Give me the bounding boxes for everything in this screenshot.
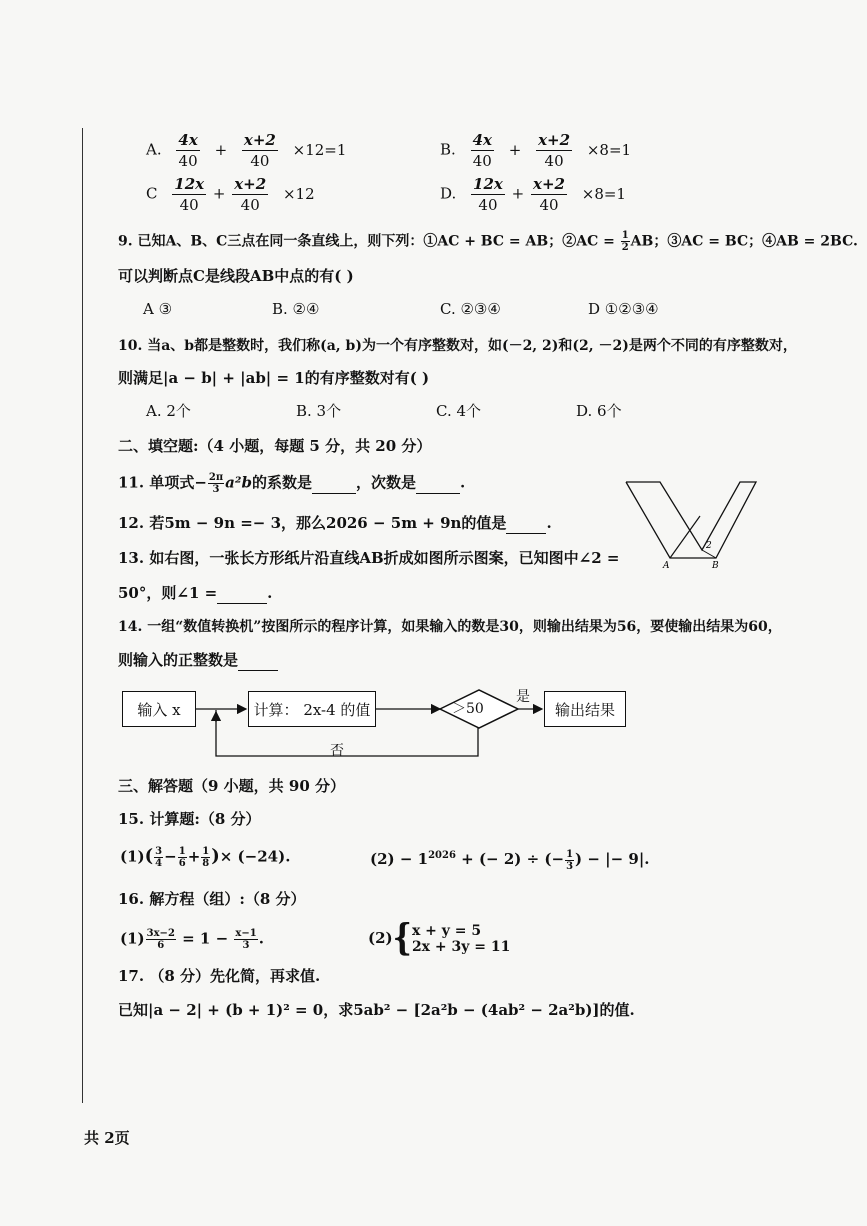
page-count-footer: 共 2页: [84, 1129, 130, 1147]
q8-option-c: C $\frac{12x}{40}$ + $\frac{x+2}{40}$ ×12: [146, 175, 315, 214]
q9-option-c: C. ②③④: [440, 300, 501, 318]
q13-question: 50°，则∠1 = .: [118, 584, 273, 602]
q10-question: 则满足|a − b| + |ab| = 1的有序整数对有( ): [118, 369, 430, 387]
flowchart-no-label: 否: [330, 743, 344, 759]
q16-part1: (1) $\frac{3x-2}{6}$ = 1 − $\frac{x-1}{3}$ .: [120, 928, 264, 951]
q8-option-a: A. $\frac{4x}{40}$ + $\frac{x+2}{40}$ ×12=1: [146, 131, 347, 170]
q9-option-a: A ③: [143, 300, 173, 318]
q11-blank-degree: [416, 473, 460, 494]
q11-blank-coefficient: [312, 473, 356, 494]
flowchart-compute-box: 计算： 2x-4 的值: [248, 691, 376, 727]
q12: 12. 若5m − 9n =− 3，那么2026 − 5m + 9n的值是 .: [118, 514, 552, 532]
figure-label-b: B: [712, 561, 719, 571]
system-brace: {: [392, 917, 412, 960]
q10-stem: 10. 当a、b都是整数时，我们称(a, b)为一个有序整数对，如(－2, 2)和(2, －2)是两个不同的有序整数对，: [118, 338, 797, 354]
q16-title: 16. 解方程（组）:（8 分）: [118, 890, 306, 908]
q14-question: 则输入的正整数是: [118, 650, 278, 671]
q10-option-b: B. 3个: [296, 402, 342, 420]
folded-paper-figure: [620, 476, 765, 572]
q10-option-d: D. 6个: [576, 402, 622, 420]
q14-blank: [238, 650, 278, 671]
q9-question: 可以判断点C是线段AB中点的有( ): [118, 267, 354, 285]
q14-stem: 14. 一组“数值转换机”按图所示的程序计算，如果输入的数是30，则输出结果为56，要使输出结果为60，: [118, 619, 782, 635]
q17-body: 已知|a − 2| + (b + 1)² = 0，求5ab² − [2a²b − (4ab² − 2a²b)]的值.: [118, 1001, 635, 1019]
q15-part1: (1)( $\frac{3}{4}$ − $\frac{1}{6}$ + $\frac{1}{8}$ )× (−24).: [120, 845, 291, 869]
figure-label-a: A: [663, 561, 670, 571]
q15-part2: $(2) - 1^{2026}$ + (− 2) ÷ (− $\frac{1}{3}$ ) − |− 9|.: [370, 848, 650, 872]
section-fill-in-title: 二、填空题:（4 小题，每题 5 分，共 20 分）: [118, 437, 432, 455]
flowchart-output-box: 输出结果: [544, 691, 626, 727]
q15-title: 15. 计算题:（8 分）: [118, 810, 261, 828]
q12-blank: [506, 513, 546, 534]
q13-stem: 13. 如右图，一张长方形纸片沿直线AB折成如图所示图案，已知图中∠2 =: [118, 549, 620, 567]
q16-part2: (2){ x + y = 5 2x + 3y = 11: [368, 917, 511, 960]
q10-option-a: A. 2个: [146, 402, 191, 420]
q11: 11. 单项式− $\frac{2\pi}{3}$ a²b的系数是 ，次数是 .: [118, 472, 466, 495]
q9-stem: 9. 已知A、B、C三点在同一条直线上，则下列：①AC + BC = AB；②AC = $\frac{1}{2}$ AB；③AC = BC；④AB = 2BC.: [118, 230, 858, 253]
q10-option-c: C. 4个: [436, 402, 482, 420]
q8-option-b: B. $\frac{4x}{40}$ + $\frac{x+2}{40}$ ×8=1: [440, 131, 632, 170]
flowchart-yes-label: 是: [516, 689, 530, 705]
binding-margin-line: [82, 128, 83, 1103]
flowchart-input-box: 输入 x: [122, 691, 196, 727]
q13-blank: [217, 583, 267, 604]
q9-option-d: D ①②③④: [588, 300, 659, 318]
q17-title: 17. （8 分）先化简，再求值.: [118, 967, 321, 985]
flowchart-compare-label: ＞50: [452, 701, 484, 717]
q9-option-b: B. ②④: [272, 300, 320, 318]
figure-label-angle-2: 2: [706, 541, 712, 551]
q8-option-d: D. $\frac{12x}{40}$ + $\frac{x+2}{40}$ ×8=1: [440, 175, 626, 214]
section-solve-title: 三、解答题（9 小题，共 90 分）: [118, 777, 345, 795]
